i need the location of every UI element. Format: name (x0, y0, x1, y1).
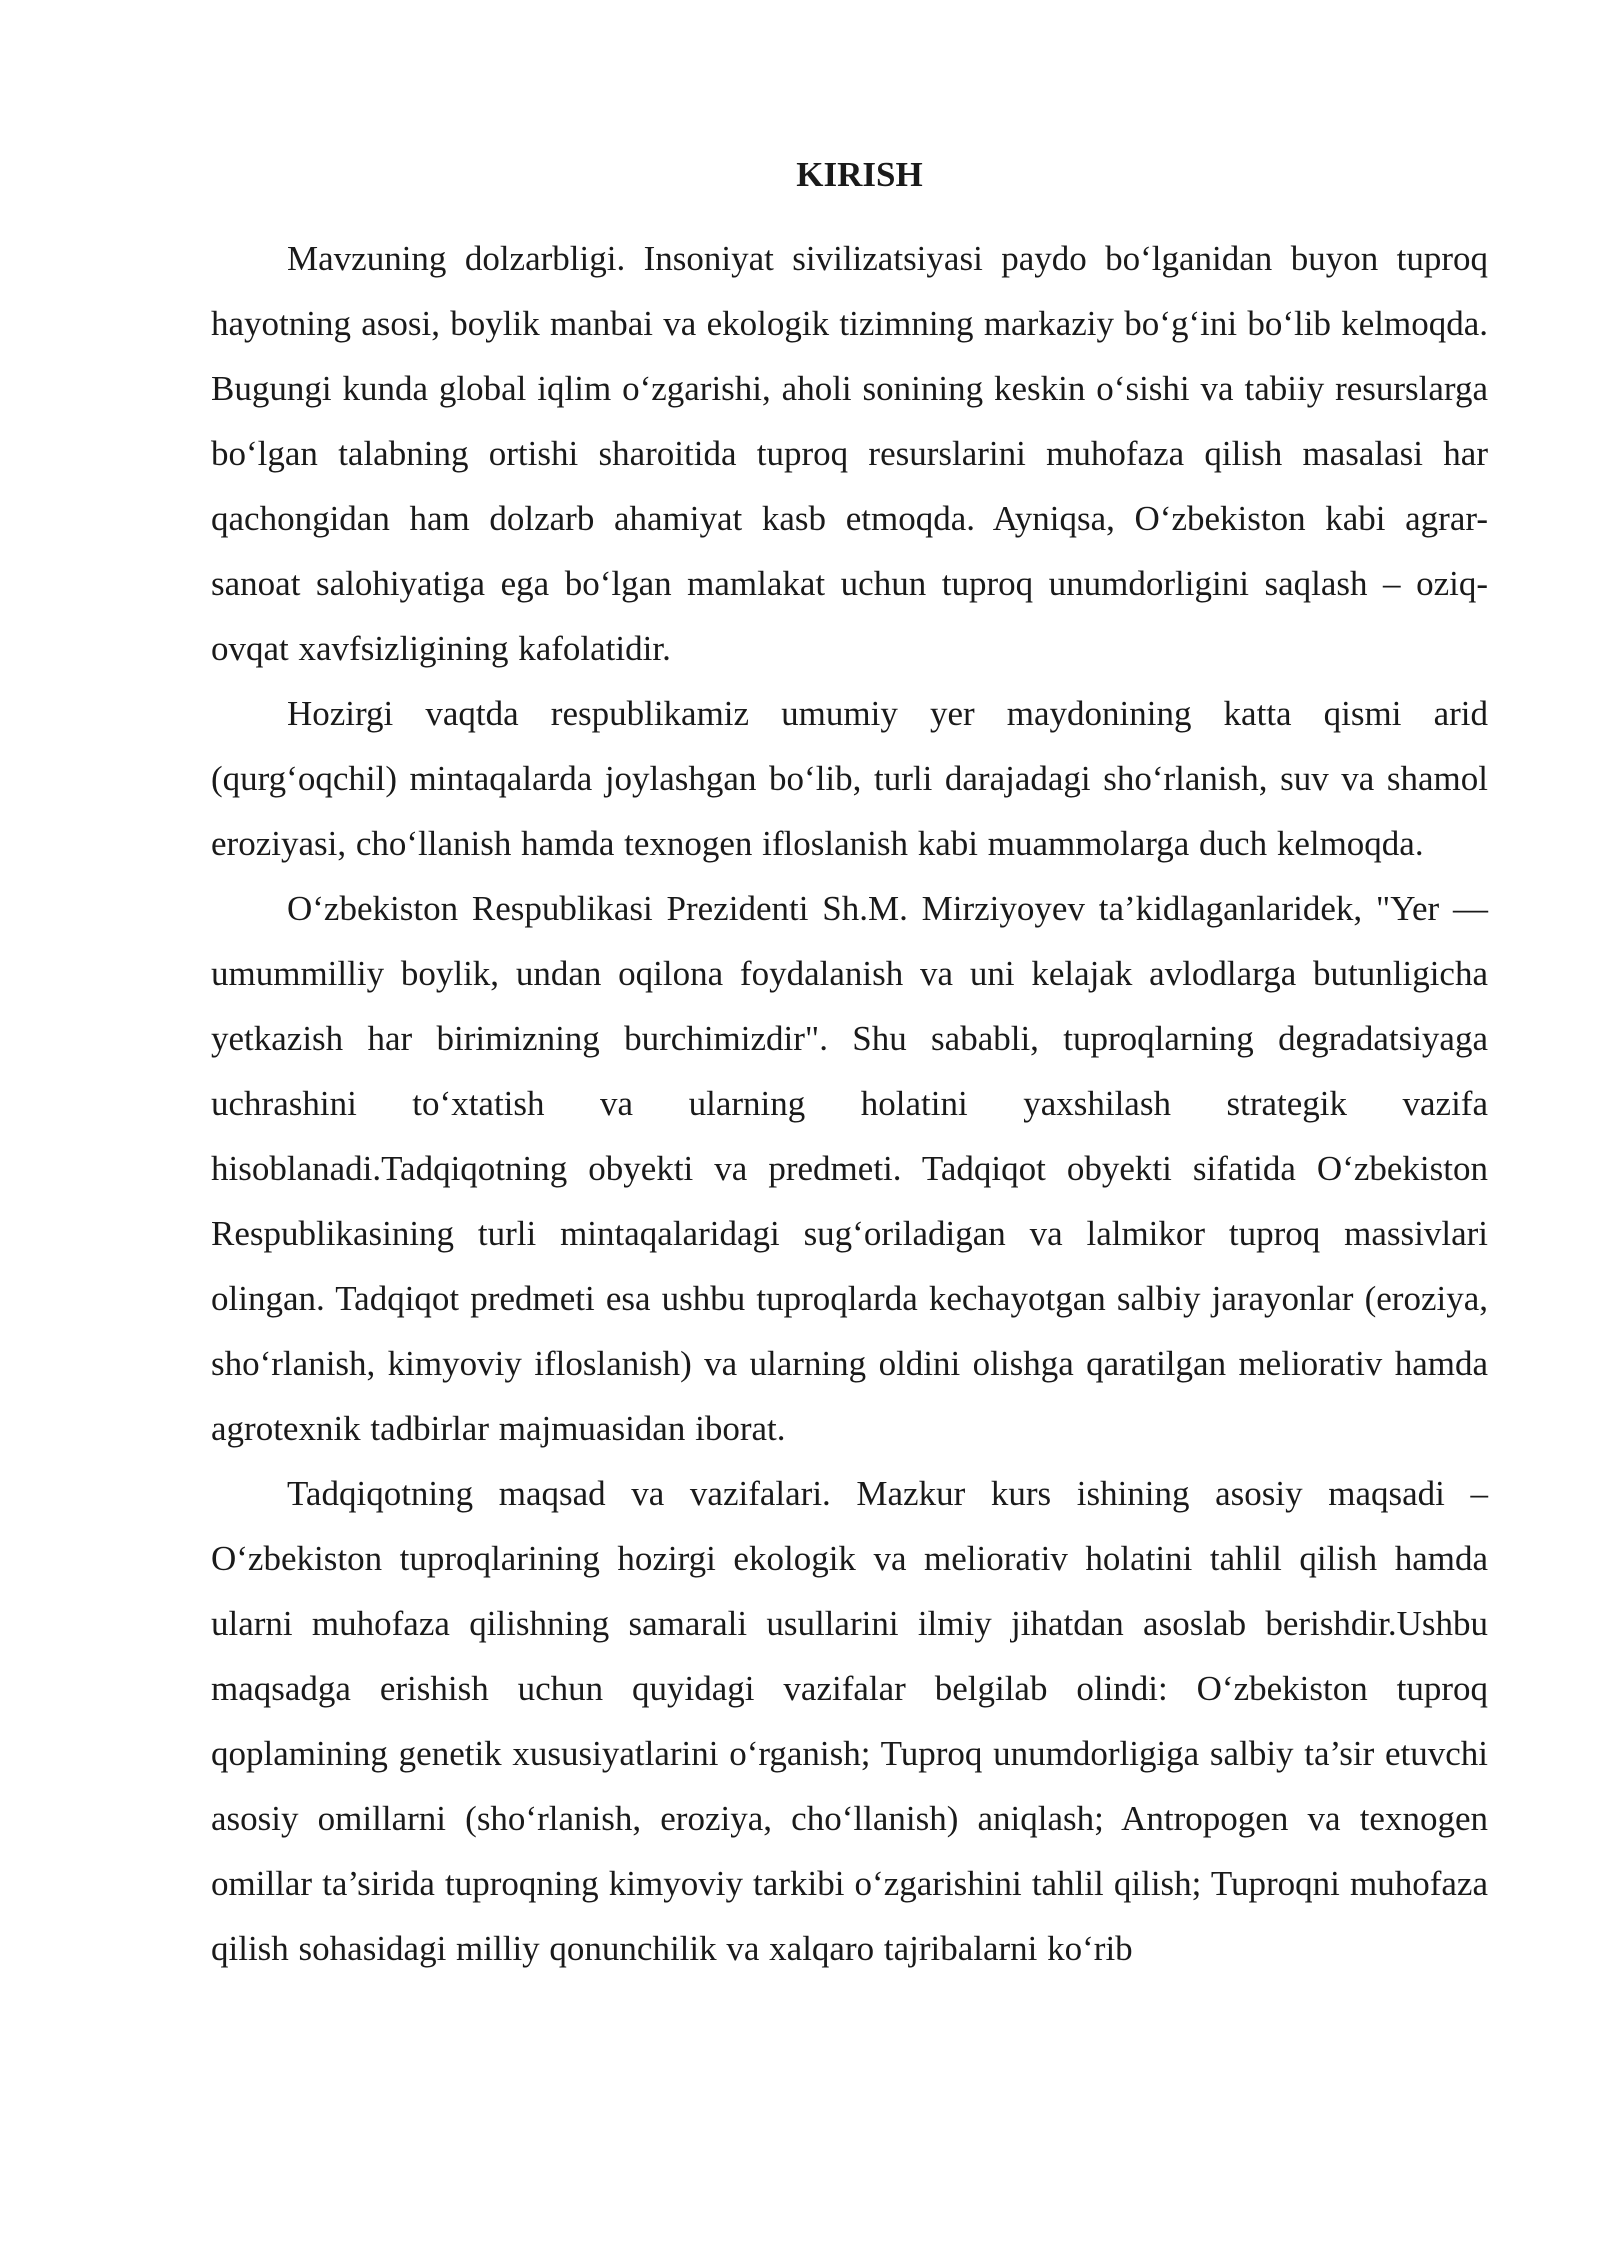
document-body (211, 150, 1488, 1981)
paragraph-goals-tasks: Tadqiqotning maqsad va vazifalari. Mazkur kurs ishining asosiy maqsadi – O‘zbekiston tuproqlarining hozirgi ekologik va meliorativ holatini tahlil qilish hamda ularni muhofaza qilishning samarali usullarini ilmiy jihatdan asoslab berishdir.Ushbu maqsadga erishish uchun quyidagi vazifalar belgilab olindi: O‘zbekiston tuproq qoplamining genetik xususiyatlarini o‘rganish; Tuproq unumdorligiga salbiy ta’sir etuvchi asosiy omillarni (sho‘rlanish, eroziya, cho‘llanish) aniqlash; Antropogen va texnogen omillar ta’sirida tuproqning kimyoviy tarkibi o‘zgarishini tahlil qilish; Tuproqni muhofaza qilish sohasidagi milliy qonunchilik va xalqaro tajribalarni ko‘rib (211, 1474, 1488, 1968)
page-title: KIRISH (796, 155, 923, 194)
paragraph-relevance: Mavzuning dolzarbligi. Insoniyat sivilizatsiyasi paydo bo‘lganidan buyon tuproq hayotning asosi, boylik manbai va ekologik tizimning markaziy bo‘g‘ini bo‘lib kelmoqda. Bugungi kunda global iqlim o‘zgarishi, aholi sonining keskin o‘sishi va tabiiy resurslarga bo‘lgan talabning ortishi sharoitida tuproq resurslarini muhofaza qilish masalasi har qachongidan ham dolzarb ahamiyat kasb etmoqda. Ayniqsa, O‘zbekiston kabi agrar-sanoat salohiyatiga ega bo‘lgan mamlakat uchun tuproq unumdorligini saqlash – oziq-ovqat xavfsizligining kafolatidir. (211, 239, 1488, 668)
paragraph-current-situation: Hozirgi vaqtda respublikamiz umumiy yer maydonining katta qismi arid (qurg‘oqchil) mintaqalarda joylashgan bo‘lib, turli darajadagi sho‘rlanish, suv va shamol eroziyasi, cho‘llanish hamda texnogen ifloslanish kabi muammolarga duch kelmoqda. (211, 694, 1488, 863)
paragraph-object-subject: O‘zbekiston Respublikasi Prezidenti Sh.M. Mirziyoyev ta’kidlaganlaridek, "Yer — umummilliy boylik, undan oqilona foydalanish va uni kelajak avlodlarga butunligicha yetkazish har birimizning burchimizdir". Shu sababli, tuproqlarning degradatsiyaga uchrashini to‘xtatish va ularning holatini yaxshilash strategik vazifa hisoblanadi.Tadqiqotning obyekti va predmeti. Tadqiqot obyekti sifatida O‘zbekiston Respublikasining turli mintaqalaridagi sug‘oriladigan va lalmikor tuproq massivlari olingan. Tadqiqot predmeti esa ushbu tuproqlarda kechayotgan salbiy jarayonlar (eroziya, sho‘rlanish, kimyoviy ifloslanish) va ularning oldini olishga qaratilgan meliorativ hamda agrotexnik tadbirlar majmuasidan iborat. (211, 889, 1488, 1448)
